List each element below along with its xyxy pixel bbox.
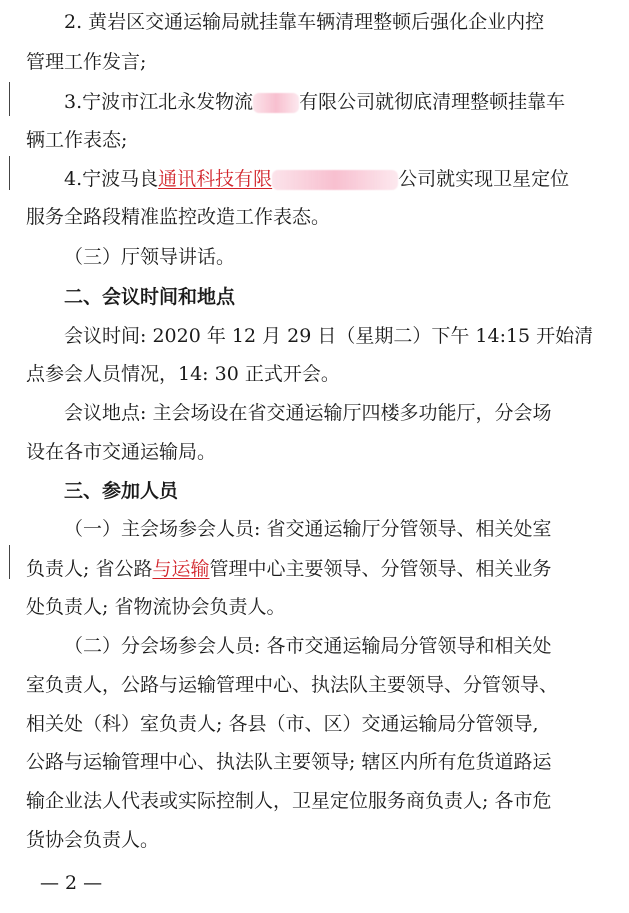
main-venue-line-3: 处负责人; 省物流协会负责人。 (26, 596, 286, 618)
agenda-item-4-line-1 (0, 167, 629, 191)
redaction-blur (253, 93, 299, 113)
meeting-time-line-1: 会议时间: 2020 年 12 月 29 日（星期二）下午 14:15 开始清 (64, 325, 594, 347)
branch-venue-line-5: 输企业法人代表或实际控制人，卫星定位服务商负责人; 各市危 (26, 790, 552, 812)
main-venue-text-b: 管理中心主要领导、分管领导、相关业务 (209, 558, 552, 580)
meeting-place-line-1: 会议地点: 主会场设在省交通运输厅四楼多功能厅，分会场 (64, 402, 552, 424)
page-number: — 2 — (40, 872, 103, 894)
agenda-item-2-line-1: 2. 黄岩区交通运输局就挂靠车辆清理整顿后强化企业内控 (64, 11, 545, 33)
agenda-item-2-line-2: 管理工作发言; (26, 51, 147, 73)
agenda-item-3-prefix: 3.宁波市江北永发物流 (64, 91, 254, 113)
agenda-item-3-line-1 (0, 90, 629, 114)
highlighted-company-name: 通讯科技有限 (158, 168, 273, 190)
branch-venue-line-2: 室负责人，公路与运输管理中心、执法队主要领导、分管领导、 (26, 674, 559, 696)
section-heading-time-place: 二、会议时间和地点 (64, 286, 236, 308)
agenda-item-4-prefix: 4.宁波马良 (64, 168, 159, 190)
meeting-time-line-2: 点参会人员情况，14: 30 正式开会。 (26, 363, 340, 385)
agenda-item-leader-speech: （三）厅领导讲话。 (64, 246, 236, 268)
section-heading-participants: 三、参加人员 (64, 480, 179, 502)
agenda-item-3-suffix: 有限公司就彻底清理整顿挂靠车 (299, 91, 566, 113)
branch-venue-line-6: 货协会负责人。 (26, 829, 160, 851)
main-venue-text-a: 负责人; 省公路 (26, 558, 153, 580)
main-venue-line-2 (0, 557, 629, 581)
agenda-item-4-suffix: 公司就实现卫星定位 (398, 168, 570, 190)
branch-venue-line-4: 公路与运输管理中心、执法队主要领导; 辖区内所有危货道路运 (26, 751, 552, 773)
highlighted-text: 与运输 (152, 558, 210, 580)
branch-venue-line-1: （二）分会场参会人员: 各市交通运输局分管领导和相关处 (64, 635, 552, 657)
redaction-blur (272, 170, 398, 190)
meeting-place-line-2: 设在各市交通运输局。 (26, 441, 217, 463)
main-venue-line-1: （一）主会场参会人员: 省交通运输厅分管领导、相关处室 (64, 518, 552, 540)
agenda-item-3-line-2: 辆工作表态; (26, 129, 128, 151)
branch-venue-line-3: 相关处（科）室负责人; 各县（市、区）交通运输局分管领导, (26, 713, 539, 735)
agenda-item-4-line-2: 服务全路段精准监控改造工作表态。 (26, 206, 331, 228)
